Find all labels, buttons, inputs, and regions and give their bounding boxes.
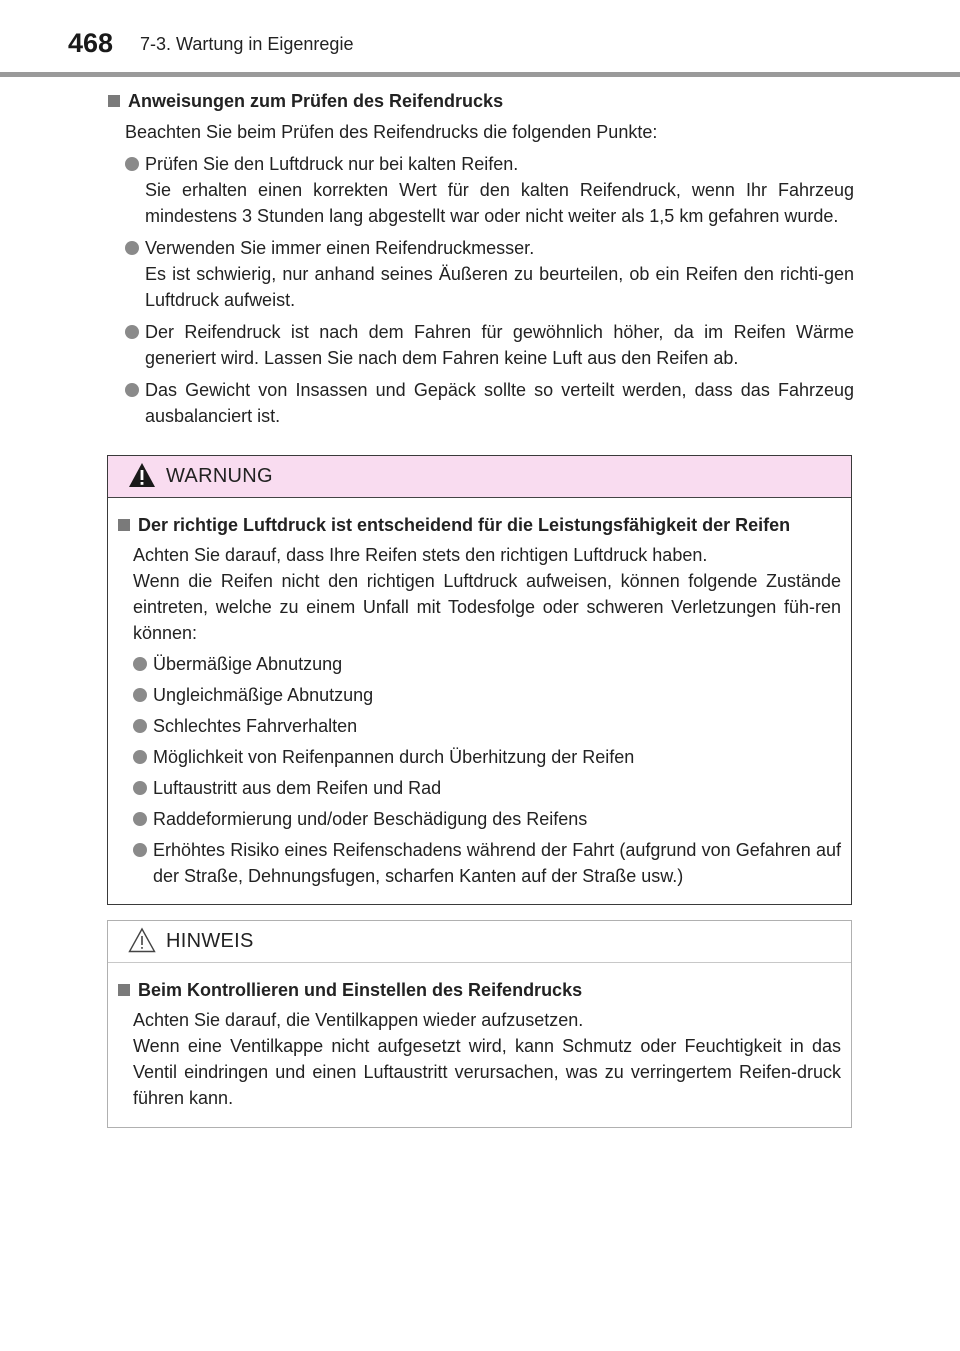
warning-heading-text: Der richtige Luftdruck ist entscheidend für die Leistungsfähigkeit der Reifen <box>138 515 791 535</box>
list-item <box>133 775 841 801</box>
warning-item: Möglichkeit von Reifenpannen durch Überhitzung der Reifen <box>153 747 635 767</box>
warning-box <box>107 455 852 905</box>
list-item <box>125 235 854 313</box>
warning-item: Übermäßige Abnutzung <box>153 654 343 674</box>
notice-text: Wenn eine Ventilkappe nicht aufgesetzt wird, kann Schmutz oder Feuchtigkeit in das Ventil eindringen und einen Luftaustritt verursachen, was zu verringertem Reifen-druck führen kann. <box>133 1036 841 1108</box>
section-intro: Beachten Sie beim Prüfen des Reifendrucks die folgenden Punkte: <box>125 122 658 142</box>
notice-text: Achten Sie darauf, die Ventilkappen wieder aufzusetzen. <box>133 1010 584 1030</box>
notice-triangle-icon <box>128 927 156 953</box>
notice-header <box>108 921 851 963</box>
section-heading <box>108 88 854 114</box>
list-item <box>133 651 841 677</box>
warning-title: WARNUNG <box>166 465 273 487</box>
warning-item: Luftaustritt aus dem Reifen und Rad <box>153 778 442 798</box>
round-bullet-icon <box>133 750 147 764</box>
square-bullet-icon <box>118 984 130 996</box>
section-title: Anweisungen zum Prüfen des Reifendrucks <box>128 91 504 111</box>
bullet-text: Der Reifendruck ist nach dem Fahren für gewöhnlich höher, da im Reifen Wärme generiert wird. Lassen Sie nach dem Fahren keine Luft aus den Reifen ab. <box>145 322 854 368</box>
bullet-text: Das Gewicht von Insassen und Gepäck sollte so verteilt werden, dass das Fahrzeug ausbalanciert ist. <box>145 380 854 426</box>
square-bullet-icon <box>118 519 130 531</box>
warning-text: Wenn die Reifen nicht den richtigen Luftdruck aufweisen, können folgende Zustände eintreten, welche zu einem Unfall mit Todesfolge oder schweren Verletzungen füh-ren können: <box>133 571 841 643</box>
square-bullet-icon <box>108 95 120 107</box>
round-bullet-icon <box>133 657 147 671</box>
warning-item: Ungleichmäßige Abnutzung <box>153 685 374 705</box>
notice-heading <box>118 977 841 1003</box>
notice-body <box>108 963 851 1111</box>
list-item <box>133 682 841 708</box>
round-bullet-icon <box>125 241 139 255</box>
notice-box <box>107 920 852 1128</box>
warning-triangle-icon <box>128 462 156 488</box>
round-bullet-icon <box>125 325 139 339</box>
list-item <box>125 319 854 371</box>
page-number: 468 <box>68 28 114 58</box>
page-header <box>0 0 960 80</box>
notice-heading-text: Beim Kontrollieren und Einstellen des Reifendrucks <box>138 980 583 1000</box>
warning-heading <box>118 512 841 538</box>
warning-item: Raddeformierung und/oder Beschädigung des Reifens <box>153 809 588 829</box>
round-bullet-icon <box>133 688 147 702</box>
round-bullet-icon <box>133 812 147 826</box>
round-bullet-icon <box>133 719 147 733</box>
round-bullet-icon <box>133 843 147 857</box>
notice-intro <box>133 1007 841 1111</box>
bullet-detail: Sie erhalten einen korrekten Wert für den kalten Reifendruck, wenn Ihr Fahrzeug mindestens 3 Stunden lang abgestellt war oder nicht weiter als 1,5 km gefahren wurde. <box>145 180 854 226</box>
list-item <box>133 744 841 770</box>
list-item <box>133 713 841 739</box>
list-item <box>133 837 841 889</box>
tire-pressure-section <box>108 88 854 429</box>
bullet-text: Verwenden Sie immer einen Reifendruckmesser. <box>145 238 535 258</box>
bullet-detail: Es ist schwierig, nur anhand seines Äußeren zu beurteilen, ob ein Reifen den richti-gen Luftdruck aufweist. <box>145 264 854 310</box>
warning-text: Achten Sie darauf, dass Ihre Reifen stets den richtigen Luftdruck haben. <box>133 545 708 565</box>
chapter-title: 7-3. Wartung in Eigenregie <box>140 34 354 54</box>
round-bullet-icon <box>125 383 139 397</box>
list-item <box>125 151 854 229</box>
header-divider <box>0 72 960 77</box>
warning-item: Schlechtes Fahrverhalten <box>153 716 358 736</box>
warning-header <box>108 456 851 498</box>
warning-body <box>108 498 851 889</box>
notice-title: HINWEIS <box>166 930 254 952</box>
round-bullet-icon <box>133 781 147 795</box>
bullet-text: Prüfen Sie den Luftdruck nur bei kalten Reifen. <box>145 154 519 174</box>
list-item <box>133 806 841 832</box>
warning-item: Erhöhtes Risiko eines Reifenschadens während der Fahrt (aufgrund von Gefahren auf der Straße, Dehnungsfugen, scharfen Kanten auf der Straße usw.) <box>153 840 841 886</box>
warning-intro <box>133 542 841 646</box>
round-bullet-icon <box>125 157 139 171</box>
list-item <box>125 377 854 429</box>
